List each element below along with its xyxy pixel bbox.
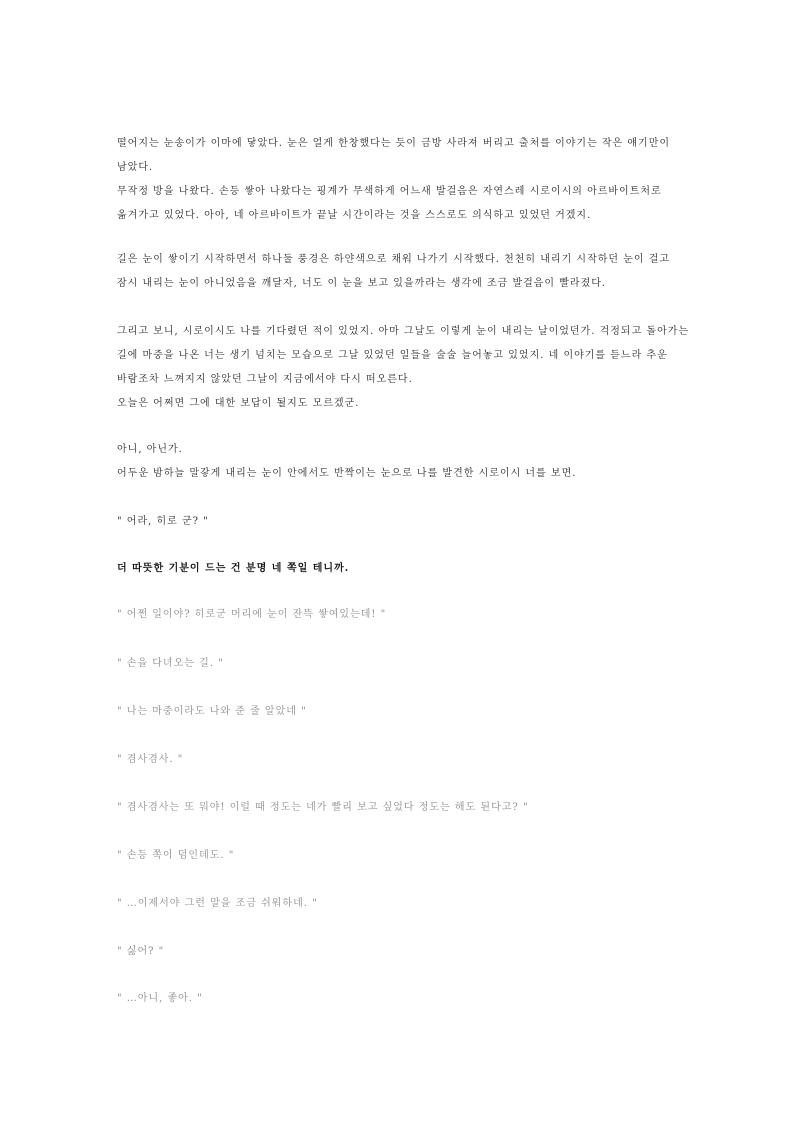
- dialogue-line-8: " …이제서야 그런 말을 조금 쉬워하네. ": [117, 898, 318, 909]
- emphasis-line: 더 따뜻한 기분이 드는 건 분명 네 쪽일 테니까.: [117, 563, 350, 574]
- dialogue-line-1: " 어라, 히로 군? ": [117, 516, 209, 527]
- dialogue-line-9: " 싫어? ": [117, 946, 165, 957]
- dialogue-line-2: " 어쩐 일이야? 히로군 머리에 눈이 잔뜩 쌓여있는데! ": [117, 609, 387, 620]
- dialogue-line-10: " …아니, 좋아. ": [117, 993, 203, 1004]
- paragraph-4: 그리고 보니, 시로이시도 나를 기다렸던 적이 있었지. 아마 그날도 이렇게 눈이 내리는 날이었던가. 걱정되고 돌아가는 길에 마중을 나온 너는 생기 넘치는 모습으로 그날 있었던 일들을 술술 늘어놓고 있었지. 네 이야기를 듣느라 추운 바람조차 느껴지지 않았던 그날이 지금에서야 다시 떠오른다.: [117, 326, 690, 385]
- paragraph-6: 아니, 아닌가.: [117, 444, 183, 455]
- dialogue-line-5: " 겸사겸사. ": [117, 754, 184, 765]
- dialogue-line-7: " 손등 쪽이 덤인데도. ": [117, 850, 235, 861]
- paragraph-7: 어두운 밤하늘 말갛게 내리는 눈이 안에서도 반짝이는 눈으로 나를 발견한 시로이시 너를 보면.: [117, 468, 577, 479]
- paragraph-2: 무작정 방을 나왔다. 손등 쌓아 나왔다는 핑계가 무색하게 어느새 발걸음은 자연스레 시로이시의 아르바이트처로 옮겨가고 있었다. 아아, 네 아르바이트가 끝날 시간이라는 것을 스스로도 의식하고 있었던 거겠지.: [117, 186, 662, 221]
- paragraph-5: 오늘은 어쩌면 그에 대한 보답이 될지도 모르겠군.: [117, 398, 360, 409]
- dialogue-line-6: " 겸사겸사는 또 뭐야! 이럴 때 정도는 네가 빨리 보고 싶었다 정도는 해도 된다고? ": [117, 802, 529, 813]
- paragraph-1: 떨어지는 눈송이가 이마에 닿았다. 눈은 얼게 한창했다는 듯이 금방 사라져 버리고 출처를 이야기는 작은 얘기만이 남았다.: [117, 138, 671, 173]
- dialogue-line-4: " 나는 마중이라도 나와 준 줄 알았네 ": [117, 706, 307, 717]
- paragraph-3: 길은 눈이 쌓이기 시작하면서 하나둘 풍경은 하얀색으로 채워 나가기 시작했다. 천천히 내리기 시작하던 눈이 걸고 잠시 내리는 눈이 아니었음을 깨달자, 너도 이 눈을 보고 있을까라는 생각에 조금 발걸음이 빨라졌다.: [117, 254, 671, 289]
- dialogue-line-3: " 손을 다녀오는 길. ": [117, 658, 224, 669]
